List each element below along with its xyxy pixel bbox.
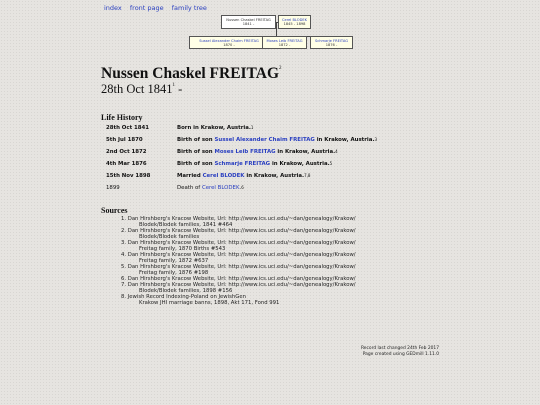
- event-date: 28th Oct 1841: [106, 125, 150, 131]
- tree-spouse-dates: 1845 - 1898: [283, 22, 306, 27]
- tree-spouse-name[interactable]: Cerel BLODEK: [281, 18, 308, 22]
- tree-child-dates: 1876 -: [325, 43, 338, 48]
- event-description: Death of Cerel BLODEK.$^6$: [177, 185, 244, 191]
- tree-box-child-1[interactable]: [189, 36, 269, 49]
- footnote-ref[interactable]: 3: [374, 137, 377, 142]
- event-date: 4th Mar 1876: [106, 161, 147, 167]
- tree-child-name[interactable]: Sussel Alexander Chaim FREITAG: [199, 39, 259, 43]
- source-line-continued: Blodek/Blodek families, 1898 #156: [139, 288, 233, 294]
- source-line-continued: Krakow JHI marriage banns, 1898, Akt 171, Fond 991: [139, 300, 280, 306]
- source-item: [121, 216, 421, 228]
- tree-self-name: Nussen Chaskel FREITAG: [226, 18, 271, 22]
- event-person-link[interactable]: Moses Leib FREITAG: [214, 149, 276, 155]
- footnote-ref[interactable]: 2: [279, 66, 282, 71]
- generator-text: Page created using GEDmill 1.11.0: [362, 351, 439, 357]
- event-date: 5th Jul 1870: [106, 137, 143, 143]
- event-person-link[interactable]: Sussel Alexander Chaim FREITAG: [214, 137, 315, 143]
- event-date: 1899: [106, 185, 120, 191]
- source-line: 4. Dan Hirshberg's Kracow Website, Url: http://www.ics.uci.edu/~dan/genealogy/Krakow/: [121, 252, 356, 258]
- source-item: [121, 264, 421, 276]
- tree-child-dates: 1872 -: [278, 43, 291, 48]
- source-line: 3. Dan Hirshberg's Kracow Website, Url: http://www.ics.uci.edu/~dan/genealogy/Krakow/: [121, 240, 356, 246]
- source-item: [121, 252, 421, 264]
- tree-child-name[interactable]: Moses Leib FREITAG: [266, 39, 303, 43]
- source-line-continued: Freitag family, 1872 #637: [139, 258, 209, 264]
- person-dates: [101, 82, 182, 97]
- tree-descent-line: [276, 22, 277, 36]
- life-history-heading: Life History: [101, 113, 143, 122]
- top-navigation: [104, 4, 213, 12]
- source-line-continued: Freitag family, 1876 #198: [139, 270, 209, 276]
- source-item: [121, 228, 421, 240]
- source-item: [121, 240, 421, 252]
- event-description: Born in Krakow, Austria.$^1$: [177, 125, 254, 131]
- source-line: 6. Dan Hirshberg's Kracow Website, Url: http://www.ics.uci.edu/~dan/genealogy/Krakow/: [121, 276, 356, 282]
- person-name-text: Nussen Chaskel FREITAG: [101, 65, 280, 82]
- footnote-ref[interactable]: 1: [172, 83, 176, 88]
- front-page-link[interactable]: front page: [129, 4, 164, 12]
- source-item: [121, 294, 421, 306]
- source-line-continued: Blodek/Blodek families: [139, 234, 200, 240]
- tree-child-name[interactable]: Schmarje FREITAG: [314, 39, 349, 43]
- record-changed-text: Record last changed 24th Feb 2017: [360, 346, 439, 351]
- source-line-continued: Blodek/Blodek families, 1841 #464: [139, 222, 233, 228]
- event-person-link[interactable]: Schmarje FREITAG: [214, 161, 271, 167]
- date-separator: -: [175, 82, 183, 96]
- sources-list: [121, 216, 421, 306]
- footnote-ref[interactable]: 7,8: [304, 173, 311, 178]
- footnote-ref[interactable]: 1: [250, 125, 254, 130]
- event-person-link[interactable]: Cerel BLODEK: [202, 173, 245, 179]
- source-line: 1. Dan Hirshberg's Kracow Website, Url: http://www.ics.uci.edu/~dan/genealogy/Krakow/: [121, 216, 356, 222]
- source-item: [121, 282, 421, 294]
- source-line: 2. Dan Hirshberg's Kracow Website, Url: http://www.ics.uci.edu/~dan/genealogy/Krakow/: [121, 228, 356, 234]
- footnote-ref[interactable]: 4: [335, 149, 338, 154]
- index-link[interactable]: index: [104, 4, 122, 12]
- footnote-ref[interactable]: 5: [329, 161, 333, 166]
- birth-date-text: 28th Oct 1841: [101, 82, 173, 96]
- footnote-ref[interactable]: 6: [241, 185, 244, 190]
- page-footer: [361, 346, 439, 357]
- tree-self-dates: 1841 -: [242, 22, 255, 27]
- event-description: Birth of son Schmarje FREITAG in Krakow, Austria.$^5$: [177, 161, 333, 167]
- tree-box-child-3[interactable]: [310, 36, 353, 49]
- source-line: 5. Dan Hirshberg's Kracow Website, Url: http://www.ics.uci.edu/~dan/genealogy/Krakow/: [121, 264, 356, 270]
- event-description: Birth of son Moses Leib FREITAG in Krakow, Austria.$^4$: [177, 149, 338, 155]
- event-description: Birth of son Sussel Alexander Chaim FREITAG in Krakow, Austria.$^3$: [177, 137, 377, 143]
- source-line: 8. Jewish Record Indexing-Poland on JewishGen: [121, 294, 246, 300]
- tree-box-child-2[interactable]: [262, 36, 307, 49]
- source-line-continued: Freitag family, 1870 Births #543: [139, 246, 226, 252]
- sources-heading: Sources: [101, 206, 128, 215]
- tree-child-dates: 1870 -: [223, 43, 235, 48]
- event-date: 2nd Oct 1872: [106, 149, 147, 155]
- family-tree-link[interactable]: family tree: [171, 4, 207, 12]
- tree-box-spouse[interactable]: [278, 15, 311, 29]
- event-description: Married Cerel BLODEK in Krakow, Austria.$^{7,8}$: [177, 173, 311, 179]
- event-date: 15th Nov 1898: [106, 173, 151, 179]
- source-line: 7. Dan Hirshberg's Kracow Website, Url: http://www.ics.uci.edu/~dan/genealogy/Krakow/: [121, 282, 356, 288]
- tree-box-self: [221, 15, 276, 29]
- event-person-link[interactable]: Cerel BLODEK: [201, 185, 240, 191]
- person-name: [101, 65, 282, 83]
